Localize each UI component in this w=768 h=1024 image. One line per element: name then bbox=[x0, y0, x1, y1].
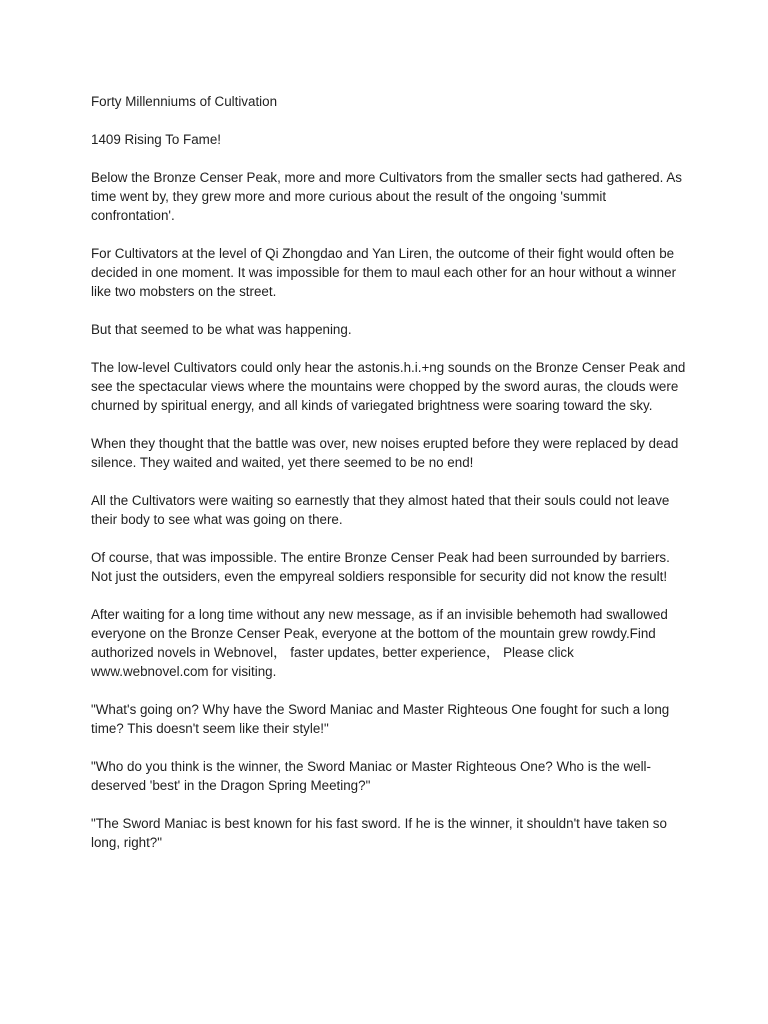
paragraph: After waiting for a long time without any new message, as if an invisible behemoth had swallowed everyone on the Bronze Censer Peak, everyone at the bottom of the mountain grew rowdy.Find authorized novels in Webnovel， faster updates, better experience， Please click www.webnovel.com for visiting. bbox=[91, 607, 668, 679]
paragraph: Below the Bronze Censer Peak, more and more Cultivators from the smaller sects had gathered. As time went by, they grew more and more curious about the result of the ongoing 'summit confrontation'. bbox=[91, 170, 682, 223]
paragraph: "The Sword Maniac is best known for his fast sword. If he is the winner, it shouldn't have taken so long, right?" bbox=[91, 816, 667, 850]
paragraph: For Cultivators at the level of Qi Zhongdao and Yan Liren, the outcome of their fight would often be decided in one moment. It was impossible for them to maul each other for an hour without a winner like two mobsters on the street. bbox=[91, 246, 677, 299]
paragraph: But that seemed to be what was happening. bbox=[91, 322, 352, 337]
document-page bbox=[91, 92, 691, 871]
chapter-title: 1409 Rising To Fame! bbox=[91, 132, 222, 147]
book-title: Forty Millenniums of Cultivation bbox=[91, 94, 278, 109]
paragraph: When they thought that the battle was over, new noises erupted before they were replaced by dead silence. They waited and waited, yet there seemed to be no end! bbox=[91, 436, 679, 470]
paragraph: All the Cultivators were waiting so earnestly that they almost hated that their souls could not leave their body to see what was going on there. bbox=[91, 493, 670, 527]
paragraph: Of course, that was impossible. The entire Bronze Censer Peak had been surrounded by barriers. Not just the outsiders, even the empyreal soldiers responsible for security did not know the result! bbox=[91, 550, 670, 584]
paragraph: The low-level Cultivators could only hear the astonis.h.i.+ng sounds on the Bronze Censer Peak and see the spectacular views where the mountains were chopped by the sword auras, the clouds were churned by spiritual energy, and all kinds of variegated brightness were soaring toward the sky. bbox=[91, 360, 686, 413]
paragraph: "What's going on? Why have the Sword Maniac and Master Righteous One fought for such a long time? This doesn't seem like their style!" bbox=[91, 702, 670, 736]
paragraph: "Who do you think is the winner, the Sword Maniac or Master Righteous One? Who is the well-deserved 'best' in the Dragon Spring Meeting?" bbox=[91, 759, 651, 793]
